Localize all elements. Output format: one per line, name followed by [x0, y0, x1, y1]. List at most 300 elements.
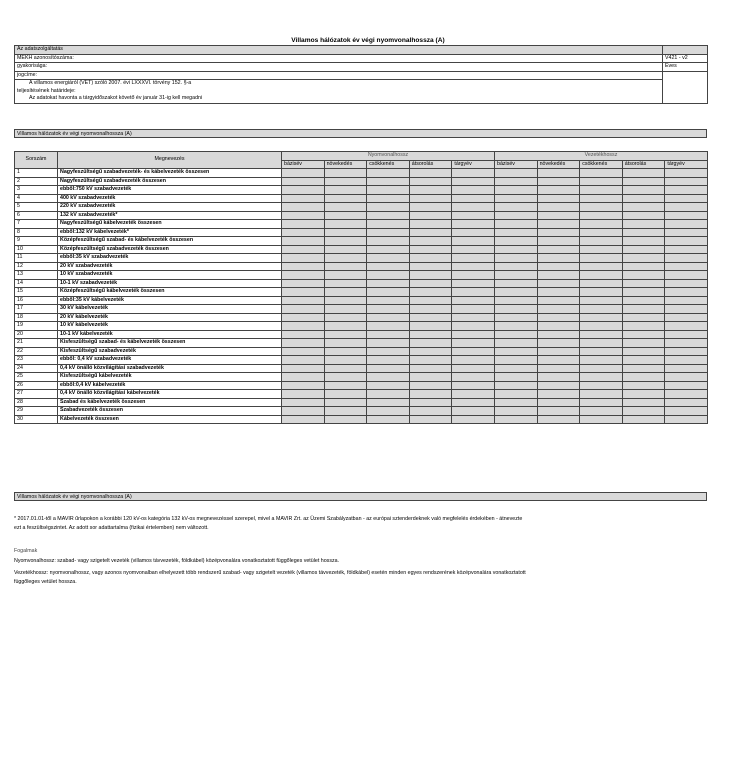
- input-cell[interactable]: [622, 262, 665, 271]
- input-cell[interactable]: [665, 220, 708, 229]
- input-cell[interactable]: [409, 373, 452, 382]
- input-cell[interactable]: [324, 322, 367, 331]
- input-cell[interactable]: [622, 322, 665, 331]
- input-cell[interactable]: [282, 330, 325, 339]
- input-cell[interactable]: [537, 313, 580, 322]
- input-cell[interactable]: [622, 313, 665, 322]
- input-cell[interactable]: [580, 330, 623, 339]
- input-cell[interactable]: [580, 347, 623, 356]
- input-cell[interactable]: [367, 186, 410, 195]
- input-cell[interactable]: [452, 262, 495, 271]
- input-cell[interactable]: [580, 415, 623, 424]
- input-cell[interactable]: [282, 339, 325, 348]
- input-cell[interactable]: [622, 288, 665, 297]
- input-cell[interactable]: [452, 322, 495, 331]
- input-cell[interactable]: [495, 279, 538, 288]
- input-cell[interactable]: [665, 373, 708, 382]
- input-cell[interactable]: [367, 271, 410, 280]
- input-cell[interactable]: [537, 322, 580, 331]
- input-cell[interactable]: [537, 254, 580, 263]
- input-cell[interactable]: [537, 356, 580, 365]
- input-cell[interactable]: [282, 415, 325, 424]
- input-cell[interactable]: [282, 296, 325, 305]
- input-cell[interactable]: [495, 322, 538, 331]
- input-cell[interactable]: [452, 254, 495, 263]
- input-cell[interactable]: [665, 194, 708, 203]
- input-cell[interactable]: [409, 407, 452, 416]
- input-cell[interactable]: [580, 237, 623, 246]
- input-cell[interactable]: [580, 271, 623, 280]
- input-cell[interactable]: [452, 271, 495, 280]
- input-cell[interactable]: [324, 279, 367, 288]
- input-cell[interactable]: [324, 356, 367, 365]
- input-cell[interactable]: [282, 228, 325, 237]
- input-cell[interactable]: [452, 279, 495, 288]
- input-cell[interactable]: [367, 279, 410, 288]
- input-cell[interactable]: [622, 186, 665, 195]
- input-cell[interactable]: [324, 339, 367, 348]
- input-cell[interactable]: [537, 407, 580, 416]
- input-cell[interactable]: [367, 194, 410, 203]
- input-cell[interactable]: [622, 381, 665, 390]
- input-cell[interactable]: [282, 313, 325, 322]
- input-cell[interactable]: [282, 398, 325, 407]
- input-cell[interactable]: [622, 245, 665, 254]
- input-cell[interactable]: [622, 194, 665, 203]
- input-cell[interactable]: [282, 186, 325, 195]
- input-cell[interactable]: [665, 186, 708, 195]
- input-cell[interactable]: [665, 211, 708, 220]
- input-cell[interactable]: [282, 373, 325, 382]
- input-cell[interactable]: [409, 364, 452, 373]
- input-cell[interactable]: [282, 271, 325, 280]
- input-cell[interactable]: [324, 398, 367, 407]
- input-cell[interactable]: [495, 203, 538, 212]
- input-cell[interactable]: [665, 245, 708, 254]
- input-cell[interactable]: [282, 279, 325, 288]
- input-cell[interactable]: [324, 305, 367, 314]
- input-cell[interactable]: [622, 211, 665, 220]
- input-cell[interactable]: [367, 305, 410, 314]
- input-cell[interactable]: [367, 407, 410, 416]
- input-cell[interactable]: [537, 203, 580, 212]
- input-cell[interactable]: [452, 330, 495, 339]
- input-cell[interactable]: [537, 271, 580, 280]
- input-cell[interactable]: [324, 347, 367, 356]
- input-cell[interactable]: [367, 373, 410, 382]
- input-cell[interactable]: [409, 203, 452, 212]
- input-cell[interactable]: [282, 364, 325, 373]
- input-cell[interactable]: [622, 220, 665, 229]
- input-cell[interactable]: [409, 186, 452, 195]
- input-cell[interactable]: [622, 177, 665, 186]
- input-cell[interactable]: [452, 364, 495, 373]
- input-cell[interactable]: [537, 177, 580, 186]
- input-cell[interactable]: [282, 288, 325, 297]
- input-cell[interactable]: [665, 296, 708, 305]
- input-cell[interactable]: [367, 237, 410, 246]
- input-cell[interactable]: [367, 254, 410, 263]
- input-cell[interactable]: [537, 381, 580, 390]
- input-cell[interactable]: [622, 339, 665, 348]
- input-cell[interactable]: [665, 254, 708, 263]
- input-cell[interactable]: [324, 390, 367, 399]
- input-cell[interactable]: [495, 177, 538, 186]
- input-cell[interactable]: [324, 373, 367, 382]
- input-cell[interactable]: [324, 254, 367, 263]
- input-cell[interactable]: [324, 186, 367, 195]
- input-cell[interactable]: [409, 313, 452, 322]
- input-cell[interactable]: [367, 330, 410, 339]
- input-cell[interactable]: [665, 390, 708, 399]
- input-cell[interactable]: [367, 177, 410, 186]
- input-cell[interactable]: [452, 313, 495, 322]
- input-cell[interactable]: [282, 390, 325, 399]
- input-cell[interactable]: [367, 220, 410, 229]
- input-cell[interactable]: [580, 364, 623, 373]
- input-cell[interactable]: [580, 220, 623, 229]
- input-cell[interactable]: [665, 305, 708, 314]
- input-cell[interactable]: [367, 211, 410, 220]
- input-cell[interactable]: [622, 169, 665, 178]
- input-cell[interactable]: [495, 288, 538, 297]
- input-cell[interactable]: [495, 356, 538, 365]
- input-cell[interactable]: [324, 262, 367, 271]
- input-cell[interactable]: [452, 415, 495, 424]
- input-cell[interactable]: [537, 194, 580, 203]
- input-cell[interactable]: [495, 415, 538, 424]
- input-cell[interactable]: [665, 177, 708, 186]
- input-cell[interactable]: [580, 381, 623, 390]
- input-cell[interactable]: [495, 169, 538, 178]
- input-cell[interactable]: [282, 347, 325, 356]
- input-cell[interactable]: [452, 381, 495, 390]
- input-cell[interactable]: [537, 364, 580, 373]
- input-cell[interactable]: [622, 347, 665, 356]
- input-cell[interactable]: [665, 228, 708, 237]
- input-cell[interactable]: [495, 313, 538, 322]
- input-cell[interactable]: [537, 330, 580, 339]
- input-cell[interactable]: [580, 356, 623, 365]
- input-cell[interactable]: [495, 254, 538, 263]
- input-cell[interactable]: [622, 271, 665, 280]
- input-cell[interactable]: [537, 237, 580, 246]
- input-cell[interactable]: [537, 305, 580, 314]
- input-cell[interactable]: [622, 364, 665, 373]
- input-cell[interactable]: [580, 322, 623, 331]
- input-cell[interactable]: [495, 194, 538, 203]
- input-cell[interactable]: [409, 322, 452, 331]
- input-cell[interactable]: [665, 322, 708, 331]
- input-cell[interactable]: [665, 347, 708, 356]
- input-cell[interactable]: [622, 305, 665, 314]
- input-cell[interactable]: [452, 203, 495, 212]
- input-cell[interactable]: [495, 347, 538, 356]
- input-cell[interactable]: [495, 237, 538, 246]
- input-cell[interactable]: [452, 398, 495, 407]
- input-cell[interactable]: [495, 186, 538, 195]
- input-cell[interactable]: [665, 203, 708, 212]
- input-cell[interactable]: [580, 177, 623, 186]
- input-cell[interactable]: [495, 220, 538, 229]
- input-cell[interactable]: [367, 262, 410, 271]
- input-cell[interactable]: [452, 177, 495, 186]
- input-cell[interactable]: [665, 279, 708, 288]
- input-cell[interactable]: [367, 364, 410, 373]
- input-cell[interactable]: [282, 305, 325, 314]
- input-cell[interactable]: [622, 356, 665, 365]
- input-cell[interactable]: [495, 262, 538, 271]
- input-cell[interactable]: [665, 364, 708, 373]
- input-cell[interactable]: [282, 220, 325, 229]
- input-cell[interactable]: [495, 339, 538, 348]
- input-cell[interactable]: [409, 390, 452, 399]
- input-cell[interactable]: [622, 203, 665, 212]
- input-cell[interactable]: [409, 271, 452, 280]
- input-cell[interactable]: [537, 279, 580, 288]
- input-cell[interactable]: [580, 228, 623, 237]
- input-cell[interactable]: [367, 356, 410, 365]
- input-cell[interactable]: [409, 296, 452, 305]
- input-cell[interactable]: [282, 203, 325, 212]
- input-cell[interactable]: [452, 194, 495, 203]
- input-cell[interactable]: [580, 194, 623, 203]
- input-cell[interactable]: [537, 245, 580, 254]
- input-cell[interactable]: [409, 288, 452, 297]
- input-cell[interactable]: [537, 415, 580, 424]
- input-cell[interactable]: [282, 407, 325, 416]
- input-cell[interactable]: [324, 288, 367, 297]
- input-cell[interactable]: [537, 220, 580, 229]
- input-cell[interactable]: [409, 262, 452, 271]
- input-cell[interactable]: [409, 177, 452, 186]
- input-cell[interactable]: [665, 339, 708, 348]
- input-cell[interactable]: [580, 262, 623, 271]
- input-cell[interactable]: [452, 245, 495, 254]
- input-cell[interactable]: [495, 364, 538, 373]
- input-cell[interactable]: [622, 390, 665, 399]
- input-cell[interactable]: [580, 279, 623, 288]
- input-cell[interactable]: [282, 245, 325, 254]
- input-cell[interactable]: [367, 169, 410, 178]
- input-cell[interactable]: [622, 407, 665, 416]
- input-cell[interactable]: [537, 339, 580, 348]
- input-cell[interactable]: [665, 169, 708, 178]
- input-cell[interactable]: [622, 237, 665, 246]
- input-cell[interactable]: [665, 398, 708, 407]
- input-cell[interactable]: [665, 381, 708, 390]
- input-cell[interactable]: [537, 262, 580, 271]
- input-cell[interactable]: [452, 356, 495, 365]
- input-cell[interactable]: [665, 237, 708, 246]
- input-cell[interactable]: [367, 313, 410, 322]
- input-cell[interactable]: [665, 407, 708, 416]
- input-cell[interactable]: [622, 373, 665, 382]
- input-cell[interactable]: [324, 415, 367, 424]
- input-cell[interactable]: [409, 245, 452, 254]
- input-cell[interactable]: [495, 390, 538, 399]
- input-cell[interactable]: [665, 288, 708, 297]
- input-cell[interactable]: [409, 254, 452, 263]
- input-cell[interactable]: [324, 194, 367, 203]
- input-cell[interactable]: [452, 339, 495, 348]
- input-cell[interactable]: [324, 211, 367, 220]
- input-cell[interactable]: [367, 381, 410, 390]
- input-cell[interactable]: [537, 347, 580, 356]
- input-cell[interactable]: [409, 381, 452, 390]
- input-cell[interactable]: [282, 194, 325, 203]
- input-cell[interactable]: [367, 339, 410, 348]
- input-cell[interactable]: [324, 407, 367, 416]
- input-cell[interactable]: [409, 356, 452, 365]
- input-cell[interactable]: [622, 228, 665, 237]
- input-cell[interactable]: [324, 364, 367, 373]
- input-cell[interactable]: [580, 203, 623, 212]
- input-cell[interactable]: [409, 220, 452, 229]
- input-cell[interactable]: [452, 186, 495, 195]
- input-cell[interactable]: [622, 296, 665, 305]
- input-cell[interactable]: [409, 330, 452, 339]
- input-cell[interactable]: [580, 288, 623, 297]
- input-cell[interactable]: [622, 415, 665, 424]
- input-cell[interactable]: [537, 296, 580, 305]
- input-cell[interactable]: [537, 169, 580, 178]
- input-cell[interactable]: [282, 237, 325, 246]
- input-cell[interactable]: [580, 398, 623, 407]
- input-cell[interactable]: [622, 398, 665, 407]
- input-cell[interactable]: [282, 262, 325, 271]
- input-cell[interactable]: [452, 390, 495, 399]
- input-cell[interactable]: [452, 305, 495, 314]
- input-cell[interactable]: [409, 415, 452, 424]
- input-cell[interactable]: [409, 169, 452, 178]
- input-cell[interactable]: [367, 288, 410, 297]
- input-cell[interactable]: [622, 330, 665, 339]
- input-cell[interactable]: [409, 228, 452, 237]
- input-cell[interactable]: [665, 330, 708, 339]
- input-cell[interactable]: [580, 211, 623, 220]
- input-cell[interactable]: [324, 220, 367, 229]
- input-cell[interactable]: [324, 228, 367, 237]
- input-cell[interactable]: [665, 262, 708, 271]
- input-cell[interactable]: [537, 228, 580, 237]
- input-cell[interactable]: [452, 373, 495, 382]
- input-cell[interactable]: [367, 398, 410, 407]
- input-cell[interactable]: [324, 245, 367, 254]
- input-cell[interactable]: [537, 288, 580, 297]
- input-cell[interactable]: [452, 296, 495, 305]
- input-cell[interactable]: [452, 347, 495, 356]
- input-cell[interactable]: [665, 415, 708, 424]
- input-cell[interactable]: [495, 211, 538, 220]
- input-cell[interactable]: [580, 339, 623, 348]
- input-cell[interactable]: [282, 211, 325, 220]
- input-cell[interactable]: [409, 347, 452, 356]
- input-cell[interactable]: [367, 390, 410, 399]
- input-cell[interactable]: [495, 373, 538, 382]
- input-cell[interactable]: [282, 356, 325, 365]
- input-cell[interactable]: [324, 296, 367, 305]
- input-cell[interactable]: [537, 373, 580, 382]
- input-cell[interactable]: [409, 279, 452, 288]
- input-cell[interactable]: [580, 390, 623, 399]
- input-cell[interactable]: [665, 356, 708, 365]
- input-cell[interactable]: [665, 313, 708, 322]
- input-cell[interactable]: [580, 313, 623, 322]
- input-cell[interactable]: [409, 305, 452, 314]
- input-cell[interactable]: [537, 390, 580, 399]
- input-cell[interactable]: [580, 305, 623, 314]
- input-cell[interactable]: [409, 194, 452, 203]
- input-cell[interactable]: [324, 203, 367, 212]
- input-cell[interactable]: [622, 279, 665, 288]
- input-cell[interactable]: [367, 245, 410, 254]
- input-cell[interactable]: [409, 211, 452, 220]
- input-cell[interactable]: [452, 407, 495, 416]
- input-cell[interactable]: [367, 322, 410, 331]
- input-cell[interactable]: [495, 296, 538, 305]
- input-cell[interactable]: [580, 373, 623, 382]
- input-cell[interactable]: [537, 186, 580, 195]
- input-cell[interactable]: [282, 169, 325, 178]
- input-cell[interactable]: [495, 271, 538, 280]
- input-cell[interactable]: [537, 398, 580, 407]
- input-cell[interactable]: [324, 169, 367, 178]
- input-cell[interactable]: [452, 220, 495, 229]
- input-cell[interactable]: [367, 347, 410, 356]
- input-cell[interactable]: [282, 254, 325, 263]
- input-cell[interactable]: [580, 169, 623, 178]
- input-cell[interactable]: [282, 322, 325, 331]
- input-cell[interactable]: [282, 177, 325, 186]
- input-cell[interactable]: [495, 228, 538, 237]
- input-cell[interactable]: [367, 228, 410, 237]
- input-cell[interactable]: [324, 177, 367, 186]
- input-cell[interactable]: [495, 398, 538, 407]
- input-cell[interactable]: [367, 203, 410, 212]
- input-cell[interactable]: [495, 305, 538, 314]
- input-cell[interactable]: [367, 415, 410, 424]
- input-cell[interactable]: [282, 381, 325, 390]
- input-cell[interactable]: [580, 296, 623, 305]
- input-cell[interactable]: [452, 169, 495, 178]
- input-cell[interactable]: [452, 288, 495, 297]
- input-cell[interactable]: [452, 228, 495, 237]
- input-cell[interactable]: [324, 237, 367, 246]
- input-cell[interactable]: [495, 330, 538, 339]
- input-cell[interactable]: [452, 211, 495, 220]
- input-cell[interactable]: [495, 381, 538, 390]
- input-cell[interactable]: [665, 271, 708, 280]
- input-cell[interactable]: [324, 271, 367, 280]
- input-cell[interactable]: [495, 245, 538, 254]
- input-cell[interactable]: [452, 237, 495, 246]
- input-cell[interactable]: [409, 339, 452, 348]
- input-cell[interactable]: [580, 186, 623, 195]
- input-cell[interactable]: [367, 296, 410, 305]
- input-cell[interactable]: [324, 381, 367, 390]
- input-cell[interactable]: [495, 407, 538, 416]
- input-cell[interactable]: [324, 330, 367, 339]
- input-cell[interactable]: [324, 313, 367, 322]
- input-cell[interactable]: [580, 245, 623, 254]
- input-cell[interactable]: [409, 398, 452, 407]
- input-cell[interactable]: [580, 254, 623, 263]
- input-cell[interactable]: [580, 407, 623, 416]
- input-cell[interactable]: [622, 254, 665, 263]
- input-cell[interactable]: [537, 211, 580, 220]
- input-cell[interactable]: [409, 237, 452, 246]
